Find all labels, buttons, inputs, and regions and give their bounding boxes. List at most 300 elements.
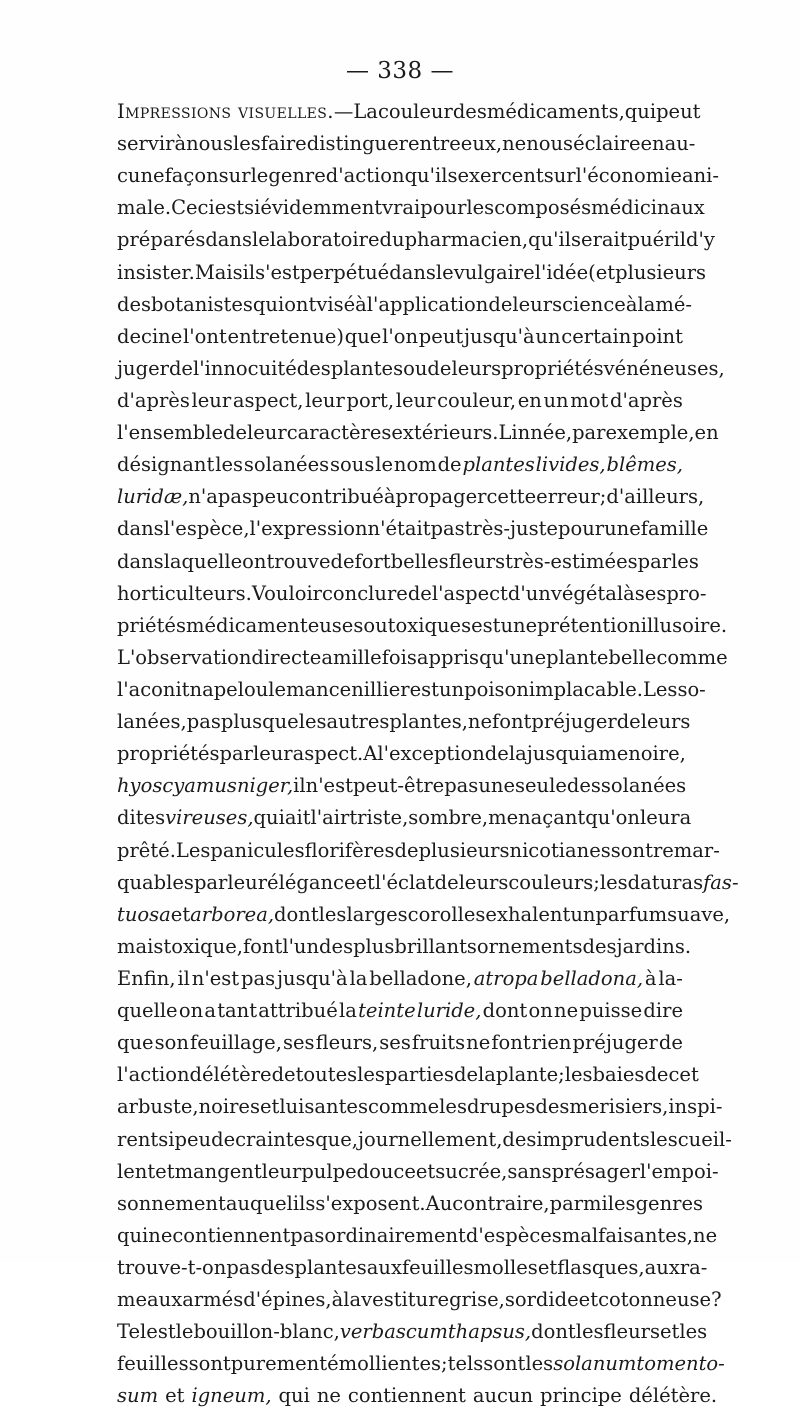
word: est — [146, 1320, 176, 1344]
word: quables — [117, 870, 194, 894]
word: —La — [333, 100, 378, 123]
word: font — [242, 934, 283, 958]
word: est — [214, 196, 245, 220]
word: un — [543, 388, 569, 412]
word: l'idée — [534, 260, 589, 284]
word: priétés — [117, 613, 186, 637]
word: Impressions visuelles. — [117, 100, 334, 123]
word: sonnement — [117, 1191, 226, 1215]
word: cueil- — [677, 1127, 732, 1151]
word: ne — [316, 1384, 341, 1408]
word: des — [535, 1095, 570, 1119]
word: brillants — [394, 934, 477, 958]
word: une — [478, 774, 515, 798]
word: florifères — [304, 838, 395, 862]
word: plantes, — [389, 710, 468, 734]
word: la — [508, 742, 527, 766]
text-line — [117, 289, 692, 321]
word: mot — [570, 388, 609, 412]
word: et — [659, 1320, 680, 1344]
word: parties — [384, 1063, 454, 1087]
word: feuillage, — [190, 1031, 282, 1055]
word: belladona, — [540, 966, 644, 990]
word: les — [357, 1063, 385, 1087]
word: médicinaux — [591, 196, 705, 220]
word: préjuger — [531, 710, 617, 734]
word: de — [223, 421, 248, 445]
word: caractères — [286, 421, 392, 445]
text-line — [117, 1380, 718, 1412]
word: solanées — [243, 453, 330, 477]
word: mille — [332, 645, 382, 669]
word: plante; — [495, 1063, 565, 1087]
word: bouillon-blanc, — [193, 1320, 340, 1344]
word: on — [528, 999, 553, 1023]
word: le — [375, 453, 394, 477]
word: en — [640, 132, 665, 156]
word: ils — [292, 1191, 316, 1215]
text-line — [117, 1188, 704, 1220]
word: grise, — [449, 1288, 505, 1312]
word: puisse — [579, 999, 643, 1023]
word: leur — [227, 870, 268, 894]
word: seule — [515, 774, 567, 798]
word: des — [319, 934, 354, 958]
word: au- — [664, 132, 696, 156]
word: ornements — [476, 934, 583, 958]
word: sum — [117, 1384, 159, 1408]
word: pharmacien, — [404, 228, 529, 252]
word: mais — [117, 934, 164, 958]
word: corolles — [407, 902, 486, 926]
word: n'est — [305, 774, 353, 798]
word: qui — [624, 100, 657, 123]
word: il — [293, 774, 306, 798]
word: lanées, — [117, 710, 187, 734]
word: famille — [640, 517, 709, 541]
word: aspect. — [292, 742, 364, 766]
word: Au — [425, 1191, 453, 1215]
word: ani- — [681, 164, 719, 188]
word: parmi — [549, 1191, 608, 1215]
word: jusqu'à — [276, 966, 348, 990]
word: a — [679, 806, 692, 830]
text-line — [117, 513, 709, 545]
word: plantes — [294, 1255, 367, 1279]
word: sur — [218, 164, 251, 188]
word: en — [517, 388, 542, 412]
word: male. — [117, 196, 172, 220]
word: médicaments, — [486, 100, 625, 123]
word: serait — [571, 228, 628, 252]
word: sont — [483, 1352, 526, 1376]
word: fas- — [703, 870, 739, 894]
word: l'action — [117, 1063, 190, 1087]
word: appris — [416, 645, 480, 669]
word: de — [437, 453, 462, 477]
word: a — [204, 999, 216, 1023]
word: purement — [230, 1352, 328, 1376]
word: que, — [315, 1127, 358, 1151]
text-line — [117, 931, 692, 963]
word: botanistes — [151, 292, 253, 316]
word: Les — [175, 838, 211, 862]
word: très-juste — [464, 517, 558, 541]
word: l'un — [282, 934, 320, 958]
word: leur — [261, 1159, 302, 1183]
word: s'est — [255, 260, 300, 284]
word: belles — [390, 549, 449, 573]
word: composés — [494, 196, 592, 220]
word: et — [155, 1159, 175, 1183]
word: autres — [326, 710, 390, 734]
word: son — [154, 1031, 189, 1055]
word: désignant — [117, 453, 215, 477]
word: à — [623, 581, 635, 605]
word: leur — [512, 292, 553, 316]
word: illusoire. — [640, 613, 728, 637]
word: présager — [551, 1159, 640, 1183]
word: les — [599, 870, 628, 894]
word: d'après — [610, 388, 683, 412]
word: toutes — [295, 1063, 358, 1087]
word: mancenillier — [286, 677, 410, 701]
word: fois — [381, 645, 417, 669]
word: entretenue) — [227, 324, 344, 348]
word: émollientes; — [327, 1352, 448, 1376]
word: propriétés — [501, 356, 604, 380]
word: qui — [253, 806, 285, 830]
word: menaçant — [488, 806, 586, 830]
word: Vouloir — [251, 581, 323, 605]
word: pulpe — [301, 1159, 357, 1183]
word: très-estimées — [505, 549, 638, 573]
text-line — [117, 1284, 722, 1316]
word: qui — [252, 292, 285, 316]
word: vestiture — [361, 1288, 450, 1312]
word: propriétés — [117, 742, 220, 766]
text-line — [117, 1316, 708, 1348]
word: et — [355, 870, 375, 894]
word: ra- — [679, 1255, 708, 1279]
word: vrai — [382, 196, 421, 220]
word: d'espèces — [465, 1223, 562, 1247]
word: les — [232, 132, 261, 156]
word: blêmes, — [606, 453, 683, 477]
word: erreur; — [536, 485, 607, 509]
word: pas — [430, 517, 465, 541]
text-line — [117, 128, 696, 160]
word: de — [434, 870, 459, 894]
word: aux — [366, 1255, 402, 1279]
word: de — [427, 356, 452, 380]
word: un — [535, 324, 561, 348]
word: nom — [393, 453, 437, 477]
word: comme — [656, 645, 728, 669]
word: remar- — [652, 838, 720, 862]
word: sont — [610, 838, 653, 862]
word: peut — [656, 100, 701, 123]
word: de — [644, 1063, 669, 1087]
word: Mais — [194, 260, 243, 284]
word: tant — [217, 999, 258, 1023]
word: leur — [639, 806, 680, 830]
word: propager — [395, 485, 487, 509]
word: les — [466, 196, 495, 220]
text-line — [117, 674, 706, 706]
word: nous — [186, 132, 233, 156]
word: le — [268, 677, 287, 701]
word: l'aspect — [431, 581, 508, 605]
text-line — [117, 1059, 699, 1091]
word: luridæ, — [117, 485, 189, 509]
word: par — [637, 549, 672, 573]
text-line — [117, 1124, 732, 1156]
word: pas — [226, 1255, 261, 1279]
text-line — [117, 1091, 723, 1123]
word: les — [318, 902, 347, 926]
word: atropa — [473, 966, 539, 990]
word: trouve-t-on — [117, 1255, 227, 1279]
word: il — [177, 966, 190, 990]
word: trouve — [266, 549, 331, 573]
word: horticulteurs. — [117, 581, 252, 605]
word: faire — [260, 132, 307, 156]
word: à — [383, 485, 396, 509]
word: est — [471, 613, 501, 637]
word: dont — [531, 1320, 576, 1344]
word: pro- — [666, 581, 707, 605]
word: la — [338, 999, 357, 1023]
word: molles — [473, 1255, 538, 1279]
word: journellement, — [357, 1127, 503, 1151]
word: peut — [418, 324, 464, 348]
word: drupes — [466, 1095, 536, 1119]
word: entre — [407, 132, 461, 156]
word: malfaisantes, — [561, 1223, 694, 1247]
word: fruits — [411, 1031, 466, 1055]
word: et — [170, 902, 191, 926]
word: aux — [644, 1255, 680, 1279]
word: le — [250, 164, 269, 188]
word: tomento- — [636, 1352, 725, 1376]
word: flasques, — [557, 1255, 645, 1279]
word: arbuste, — [117, 1095, 199, 1119]
word: on — [242, 549, 267, 573]
text-line — [117, 610, 728, 642]
word: point — [632, 324, 683, 348]
word: belladone, — [369, 966, 472, 990]
text-line — [117, 481, 705, 513]
word: qu'ils — [404, 164, 458, 188]
word: n'est — [191, 966, 240, 990]
word: en — [694, 421, 719, 445]
word: à — [355, 292, 367, 316]
word: baies — [592, 1063, 645, 1087]
text-line — [117, 257, 707, 289]
word: les — [525, 1352, 554, 1376]
word: leurs — [451, 356, 502, 380]
text-line — [117, 642, 728, 674]
word: solanum — [553, 1352, 637, 1376]
word: imprudents — [536, 1127, 650, 1151]
word: les — [439, 1095, 467, 1119]
word: un — [438, 677, 465, 701]
word: leurs — [640, 710, 691, 734]
word: inspi- — [668, 1095, 723, 1119]
word: peu — [252, 485, 289, 509]
word: s'exposent. — [315, 1191, 426, 1215]
word: dire — [643, 999, 683, 1023]
word: des — [296, 356, 331, 380]
word: larges — [346, 902, 408, 926]
word: Les — [642, 677, 678, 701]
text-line — [117, 1220, 718, 1252]
word: qu'une — [479, 645, 547, 669]
word: fort — [354, 549, 391, 573]
word: la — [349, 966, 368, 990]
word: les — [649, 1127, 678, 1151]
word: distinguer — [306, 132, 408, 156]
word: délétère. — [628, 1384, 718, 1408]
word: l'air — [310, 806, 350, 830]
text-line — [117, 1252, 708, 1284]
word: de — [488, 292, 513, 316]
word: decine — [117, 324, 183, 348]
word: plusieurs — [418, 838, 510, 862]
word: feuilles — [117, 1352, 189, 1376]
word: insister. — [117, 260, 195, 284]
text-line — [117, 417, 719, 449]
word: évidemment — [260, 196, 383, 220]
word: toxiques — [387, 613, 472, 637]
word: leur — [191, 388, 232, 412]
word: noire, — [628, 742, 686, 766]
word: Tel — [117, 1320, 147, 1344]
word: les — [564, 1063, 593, 1087]
text-line — [117, 224, 715, 256]
word: façon — [164, 164, 219, 188]
word: noires — [198, 1095, 260, 1119]
word: qu'il — [528, 228, 572, 252]
word: vireuses, — [165, 806, 254, 830]
text-line — [117, 578, 707, 610]
word: exemple, — [605, 421, 695, 445]
word: ne — [148, 1223, 173, 1247]
word: sur — [543, 164, 576, 188]
word: principe — [540, 1384, 622, 1408]
word: préparés — [117, 228, 206, 252]
word: de — [271, 1063, 296, 1087]
word: belle — [608, 645, 657, 669]
word: une — [500, 613, 538, 637]
word: qui — [278, 1384, 310, 1408]
word: il — [242, 260, 256, 284]
word: leurs — [458, 870, 509, 894]
text-line — [117, 192, 705, 224]
word: la- — [658, 966, 683, 990]
word: panicules — [210, 838, 305, 862]
word: (et — [588, 260, 616, 284]
word: dans — [389, 260, 436, 284]
word: contiennent — [172, 1223, 291, 1247]
word: couleur, — [437, 388, 517, 412]
word: parfum — [595, 902, 668, 926]
word: tels — [447, 1352, 484, 1376]
word: cette — [486, 485, 537, 509]
word: si — [158, 1127, 175, 1151]
word: hyoscyamus — [117, 774, 237, 798]
word: préjuger — [572, 1031, 658, 1055]
word: d'un — [507, 581, 551, 605]
word: sont — [188, 1352, 231, 1376]
word: attribué — [258, 999, 338, 1023]
word: rent — [117, 1127, 159, 1151]
word: servir — [117, 132, 175, 156]
word: teinte — [358, 999, 416, 1023]
word: jusqu'à — [463, 324, 535, 348]
word: ses — [379, 1031, 411, 1055]
text-line — [117, 1348, 725, 1380]
word: qu'on — [585, 806, 640, 830]
word: sucrée, — [435, 1159, 508, 1183]
word: le — [175, 1320, 194, 1344]
text-line — [117, 353, 725, 385]
word: dont — [274, 902, 319, 926]
word: et — [537, 1255, 558, 1279]
word: pour — [420, 196, 467, 220]
word: meaux — [117, 1288, 183, 1312]
word: quelle — [117, 999, 178, 1023]
word: ont — [284, 292, 317, 316]
word: ne — [693, 1223, 718, 1247]
word: la — [478, 1063, 496, 1087]
word: aucun — [472, 1384, 534, 1408]
word: des — [452, 100, 487, 123]
word: craintes — [235, 1127, 316, 1151]
word: so- — [677, 677, 706, 701]
word: ne — [467, 710, 493, 734]
word: d'épines, — [243, 1288, 332, 1312]
text-line — [117, 1156, 719, 1188]
text-line — [117, 899, 731, 931]
word: implacable. — [528, 677, 643, 701]
word: pas — [444, 774, 479, 798]
word: Ceci — [171, 196, 215, 220]
word: visé — [316, 292, 356, 316]
page-number: — 338 — — [345, 58, 455, 84]
word: juger — [117, 356, 169, 380]
word: par — [193, 870, 228, 894]
word: la — [343, 1288, 362, 1312]
word: daturas — [627, 870, 704, 894]
text-line — [117, 449, 683, 481]
word: de — [168, 356, 193, 380]
word: les — [679, 1320, 708, 1344]
word: plus — [220, 710, 263, 734]
word: contraire, — [452, 1191, 550, 1215]
word: ne — [502, 132, 527, 156]
word: des — [582, 934, 617, 958]
word: livides, — [535, 453, 606, 477]
word: si — [244, 196, 261, 220]
text-line — [117, 867, 739, 899]
word: pas — [290, 1223, 325, 1247]
word: par — [219, 742, 253, 766]
word: vulgaire — [453, 260, 535, 284]
word: Linnée, — [498, 421, 573, 445]
word: couleurs; — [508, 870, 600, 894]
